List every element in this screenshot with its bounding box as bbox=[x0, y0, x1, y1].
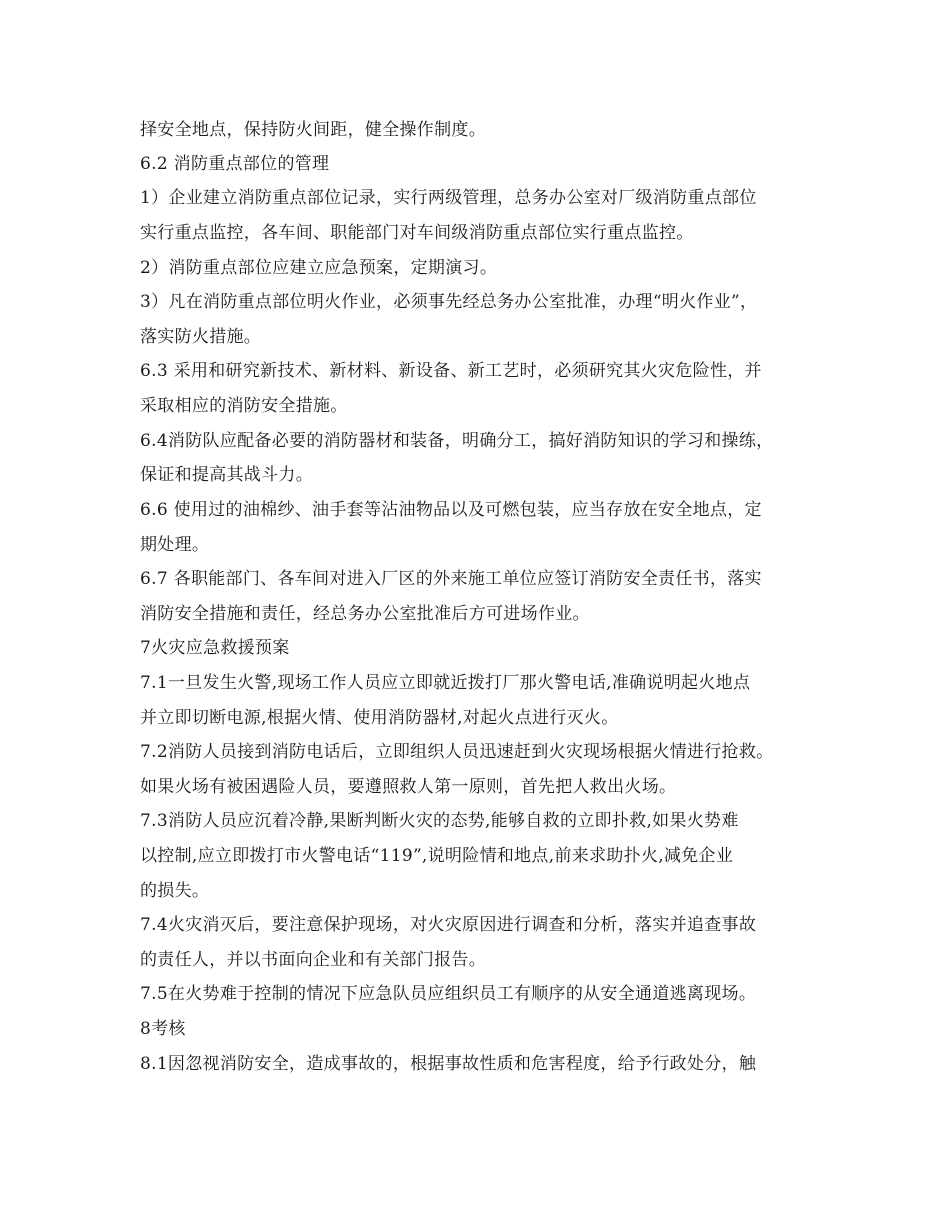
text-line: 2）消防重点部位应建立应急预案，定期演习。 bbox=[140, 258, 498, 278]
text-line: 6.6 使用过的油棉纱、油手套等沾油物品以及可燃包装，应当存放在安全地点，定 bbox=[140, 500, 762, 520]
text-line: 以控制,应立即拨打市火警电话“119”,说明险情和地点,前来求助扑火,减免企业 bbox=[140, 846, 734, 866]
text-line: 6.4消防队应配备必要的消防器材和装备，明确分工，搞好消防知识的学习和操练， bbox=[140, 431, 774, 451]
text-line: 7.5在火势难于控制的情况下应急队员应组织员工有顺序的从安全通道逃离现场。 bbox=[140, 984, 757, 1004]
text-line: 3）凡在消防重点部位明火作业，必须事先经总务办公室批准，办理“明火作业”， bbox=[140, 292, 758, 312]
text-line: 的损失。 bbox=[140, 881, 210, 901]
text-line: 7.4火灾消灭后，要注意保护现场，对火灾原因进行调查和分析，落实并追查事故 bbox=[140, 915, 757, 935]
text-line: 消防安全措施和责任，经总务办公室批准后方可进场作业。 bbox=[140, 604, 590, 624]
text-line: 7.2消防人员接到消防电话后，立即组织人员迅速赶到火灾现场根据火情进行抢救。 bbox=[140, 742, 774, 762]
section-heading: 8考核 bbox=[140, 1019, 186, 1039]
text-line: 采取相应的消防安全措施。 bbox=[140, 396, 348, 416]
section-heading: 6.2 消防重点部位的管理 bbox=[140, 154, 330, 174]
text-line: 择安全地点，保持防火间距，健全操作制度。 bbox=[140, 120, 486, 140]
text-line: 并立即切断电源,根据火情、使用消防器材,对起火点进行灭火。 bbox=[140, 708, 619, 728]
text-line: 保证和提高其战斗力。 bbox=[140, 465, 313, 485]
text-line: 期处理。 bbox=[140, 535, 210, 555]
section-heading: 7火灾应急救援预案 bbox=[140, 638, 290, 658]
text-line: 落实防火措施。 bbox=[140, 327, 262, 347]
text-line: 1）企业建立消防重点部位记录，实行两级管理，总务办公室对厂级消防重点部位 bbox=[140, 188, 757, 208]
text-line: 8.1因忽视消防安全，造成事故的，根据事故性质和危害程度，给予行政处分，触 bbox=[140, 1054, 757, 1074]
text-line: 6.7 各职能部门、各车间对进入厂区的外来施工单位应签订消防安全责任书，落实 bbox=[140, 569, 762, 589]
text-line: 实行重点监控，各车间、职能部门对车间级消防重点部位实行重点监控。 bbox=[140, 223, 694, 243]
text-line: 7.3消防人员应沉着冷静,果断判断火灾的态势,能够自救的立即扑救,如果火势难 bbox=[140, 811, 739, 831]
text-line: 7.1一旦发生火警,现场工作人员应立即就近拨打厂那火警电话,准确说明起火地点 bbox=[140, 673, 751, 693]
text-line: 如果火场有被困遇险人员，要遵照救人第一原则，首先把人救出火场。 bbox=[140, 777, 677, 797]
text-line: 的责任人，并以书面向企业和有关部门报告。 bbox=[140, 950, 486, 970]
text-line: 6.3 采用和研究新技术、新材料、新设备、新工艺时，必须研究其火灾危险性，并 bbox=[140, 361, 762, 381]
